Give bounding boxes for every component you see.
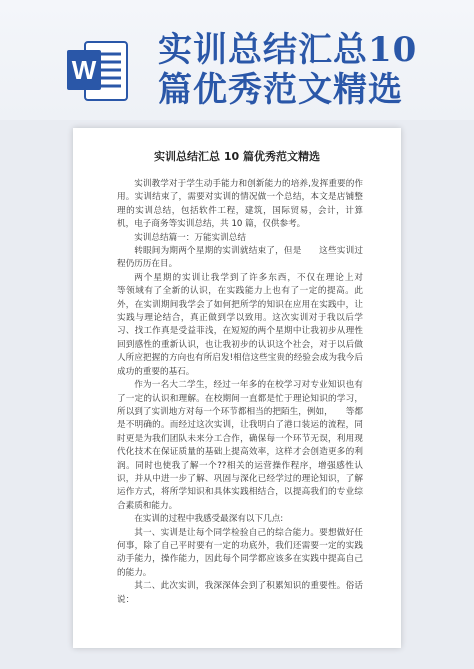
paragraph: 实训教学对于学生动手能力和创新能力的培养,发挥重要的作用。实训结束了，需要对实训的情况做一个总结，本文是店铺整理的实训总结，包括软件工程，建筑，国际贸易，会计，计算机，电子商务等实训总结，共 10 篇，仅供参考。	[117, 179, 363, 230]
document-page	[73, 128, 401, 648]
page-header	[0, 0, 474, 120]
paragraph: 在实训的过程中我感受最深有以下几点:	[134, 514, 284, 525]
banner-title	[158, 30, 468, 110]
paragraph: 转眼间为期两个星期的实训就结束了，但是 这些实训过程仍历历在目。	[117, 246, 363, 270]
paragraph: 实训总结篇一：万能实训总结	[134, 232, 246, 243]
document-body	[117, 178, 381, 607]
paragraph: 作为一名大二学生，经过一年多的在校学习对专业知识也有了一定的认识和理解。在校期间一直都是忙于理论知识的学习，所以到了实训地方对每一个环节都相当的把陌生，例如， 等都是不明确的。而经过这次实训，让我明白了港口装运的流程，同时更是为我们团队未来分工合作，确保每一个环节无误，利用现代化技术在保证质量的基础上提高效率，这样才会创造更多的利润。同时也使我了解一个??相关的运营操作程序，增强感性认识，并从中进一步了解、巩固与深化已经学过的理论知识，了解运作方式，将所学知识和具体实践相结合，以提高我们的专业综合素质和能力。	[117, 380, 363, 511]
banner-title-line-1: 实训总结汇总10	[158, 30, 418, 70]
paragraph: 其一、实训是让每个同学检验自己的综合能力。要想做好任何事，除了自己平时要有一定的功底外，我们还需要一定的实践动手能力，操作能力，因此每个同学都应该多在实践中提高自己的能力。	[117, 527, 363, 578]
logo-letter: W	[71, 55, 97, 85]
paragraph: 两个星期的实训让我学到了许多东西，不仅在理论上对 等领域有了全新的认识，在实践能力上也有了一定的提高。此外，在实训期间我学会了如何把所学的知识在应用在实践中，让实践与理论结合，真正做到学以致用。这次实训对于我以后学习、找工作真是受益菲浅，在短短的两个星期中让我初步从理性回到感性的重新认识，也让我初步的认识这个社会，对于以后做人所应把握的方向也有所启发!相信这些宝贵的经验会成为我今后成功的重要的基石。	[117, 272, 381, 377]
document-title: 实训总结汇总 10 篇优秀范文精选	[154, 150, 320, 163]
banner-title-line-2: 篇优秀范文精选	[158, 70, 403, 110]
word-document-icon	[65, 38, 131, 104]
paragraph: 其二、此次实训，我深深体会到了积累知识的重要性。俗话说：	[117, 581, 363, 605]
